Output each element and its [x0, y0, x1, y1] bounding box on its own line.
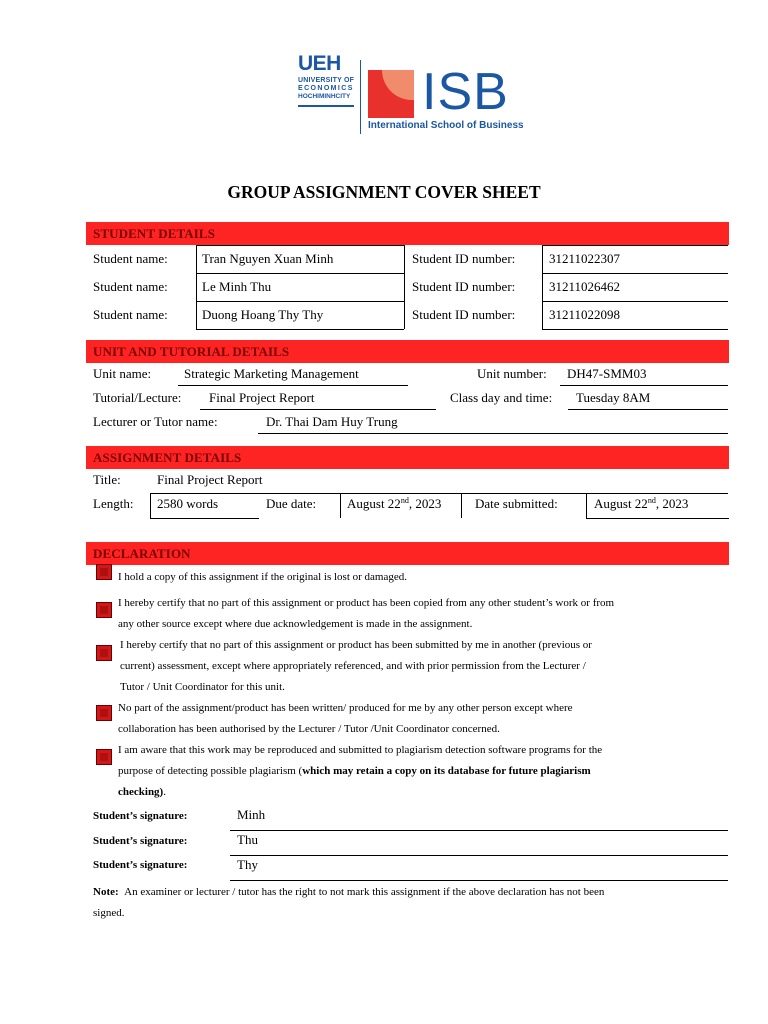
declaration-text: No part of the assignment/product has been written/ produced for me by any other person except where: [118, 702, 573, 714]
note-label: Note:: [93, 886, 119, 898]
date-submitted-label: Date submitted:: [475, 496, 558, 511]
declaration-checkbox[interactable]: [96, 645, 112, 661]
declaration-text: collaboration has been authorised by the Lecturer / Tutor /Unit Coordinator concerned.: [118, 723, 500, 735]
signature-line[interactable]: [230, 855, 728, 856]
tutorial-value: Final Project Report: [209, 390, 315, 405]
unit-name-value: Strategic Marketing Management: [184, 366, 359, 381]
declaration-checkbox[interactable]: [96, 602, 112, 618]
declaration-text: any other source except where due acknowledgement is made in the assignment.: [118, 618, 473, 630]
declaration-text: I am aware that this work may be reproduced and submitted to plagiarism detection software programs for the: [118, 744, 603, 756]
page-title: GROUP ASSIGNMENT COVER SHEET: [227, 182, 541, 202]
lecturer-underline: [258, 433, 728, 434]
declaration-checkbox[interactable]: [96, 749, 112, 765]
declaration-title: DECLARATION: [93, 546, 191, 561]
signature-line[interactable]: [230, 880, 728, 881]
note: [93, 886, 604, 898]
logo-divider: [360, 60, 361, 134]
unit-number-label: Unit number:: [477, 366, 547, 381]
class-time-value: Tuesday 8AM: [576, 390, 651, 405]
due-date-value: August 22nd, 2023: [347, 496, 442, 511]
declaration-header: [86, 542, 729, 565]
length-value: 2580 words: [157, 496, 219, 511]
unit-number-underline: [560, 385, 728, 386]
signature-value: Thy: [237, 857, 258, 872]
declaration-checkbox[interactable]: [96, 705, 112, 721]
declaration-text: Tutor / Unit Coordinator for this unit.: [120, 681, 285, 693]
unit-details-header: [86, 340, 729, 363]
assignment-title-label: Title:: [93, 472, 121, 487]
student-name-label: Student name:: [93, 279, 168, 294]
student-id-label: Student ID number:: [412, 251, 516, 266]
student-id-value: 31211026462: [549, 279, 621, 294]
ueh-logo-line1: UNIVERSITY OF: [298, 77, 355, 84]
student-name-value: Duong Hoang Thy Thy: [202, 307, 324, 322]
student-id-value: 31211022307: [549, 251, 621, 266]
due-date-label: Due date:: [266, 496, 317, 511]
lecturer-label: Lecturer or Tutor name:: [93, 414, 218, 429]
declaration-text: I hereby certify that no part of this assignment or product has been copied from any other student’s work or from: [118, 597, 615, 609]
signature-value: Minh: [237, 807, 266, 822]
ueh-logo-underline: [298, 105, 354, 107]
isb-logo-text: ISB: [422, 63, 509, 121]
ueh-logo-line2: ECONOMICS: [298, 85, 354, 92]
isb-logo-subtitle: International School of Business: [368, 120, 524, 131]
declaration-checkbox[interactable]: [96, 564, 112, 580]
student-id-label: Student ID number:: [412, 279, 516, 294]
signature-line[interactable]: [230, 830, 728, 831]
signature-value: Thu: [237, 832, 258, 847]
note-text: An examiner or lecturer / tutor has the right to not mark this assignment if the above declaration has not been: [124, 886, 605, 898]
ueh-logo-line3: HOCHIMINHCITY: [298, 93, 351, 100]
signature-label: Student’s signature:: [93, 810, 188, 822]
assignment-details-header: [86, 446, 729, 469]
assignment-details-title: ASSIGNMENT DETAILS: [93, 450, 242, 465]
student-name-label: Student name:: [93, 307, 168, 322]
tutorial-label: Tutorial/Lecture:: [93, 390, 182, 405]
student-id-label: Student ID number:: [412, 307, 516, 322]
declaration-text: purpose of detecting possible plagiarism (which may retain a copy on its database for future plagiarism: [118, 765, 591, 777]
class-time-label: Class day and time:: [450, 390, 553, 405]
tutorial-underline: [200, 409, 436, 410]
declaration-text: checking).: [118, 786, 166, 798]
student-id-value: 31211022098: [549, 307, 621, 322]
logo: [296, 52, 526, 134]
length-label: Length:: [93, 496, 134, 511]
student-name-value: Tran Nguyen Xuan Minh: [202, 251, 334, 266]
ueh-logo-main: UEH: [298, 52, 341, 75]
unit-number-value: DH47-SMM03: [567, 366, 647, 381]
student-name-value: Le Minh Thu: [202, 279, 272, 294]
assignment-title-value: Final Project Report: [157, 472, 263, 487]
lecturer-value: Dr. Thai Dam Huy Trung: [266, 414, 398, 429]
signature-label: Student’s signature:: [93, 835, 188, 847]
student-name-label: Student name:: [93, 251, 168, 266]
note-text-cont: signed.: [93, 907, 125, 919]
unit-details-title: UNIT AND TUTORIAL DETAILS: [93, 344, 290, 359]
isb-mark-icon: [368, 70, 414, 118]
date-submitted-value: August 22nd, 2023: [594, 496, 689, 511]
declaration-text: I hereby certify that no part of this assignment or product has been submitted by me in another (previous or: [120, 639, 592, 651]
declaration-text: I hold a copy of this assignment if the original is lost or damaged.: [118, 571, 408, 583]
ueh-logo: [296, 52, 360, 112]
student-details-title: STUDENT DETAILS: [93, 226, 216, 241]
unit-name-label: Unit name:: [93, 366, 152, 381]
declaration-text: current) assessment, except where appropriately referenced, and with prior permission from the Lecturer /: [120, 660, 586, 672]
student-details-header: [86, 222, 729, 245]
class-time-underline: [568, 409, 728, 410]
unit-name-underline: [178, 385, 408, 386]
signature-label: Student’s signature:: [93, 859, 188, 871]
